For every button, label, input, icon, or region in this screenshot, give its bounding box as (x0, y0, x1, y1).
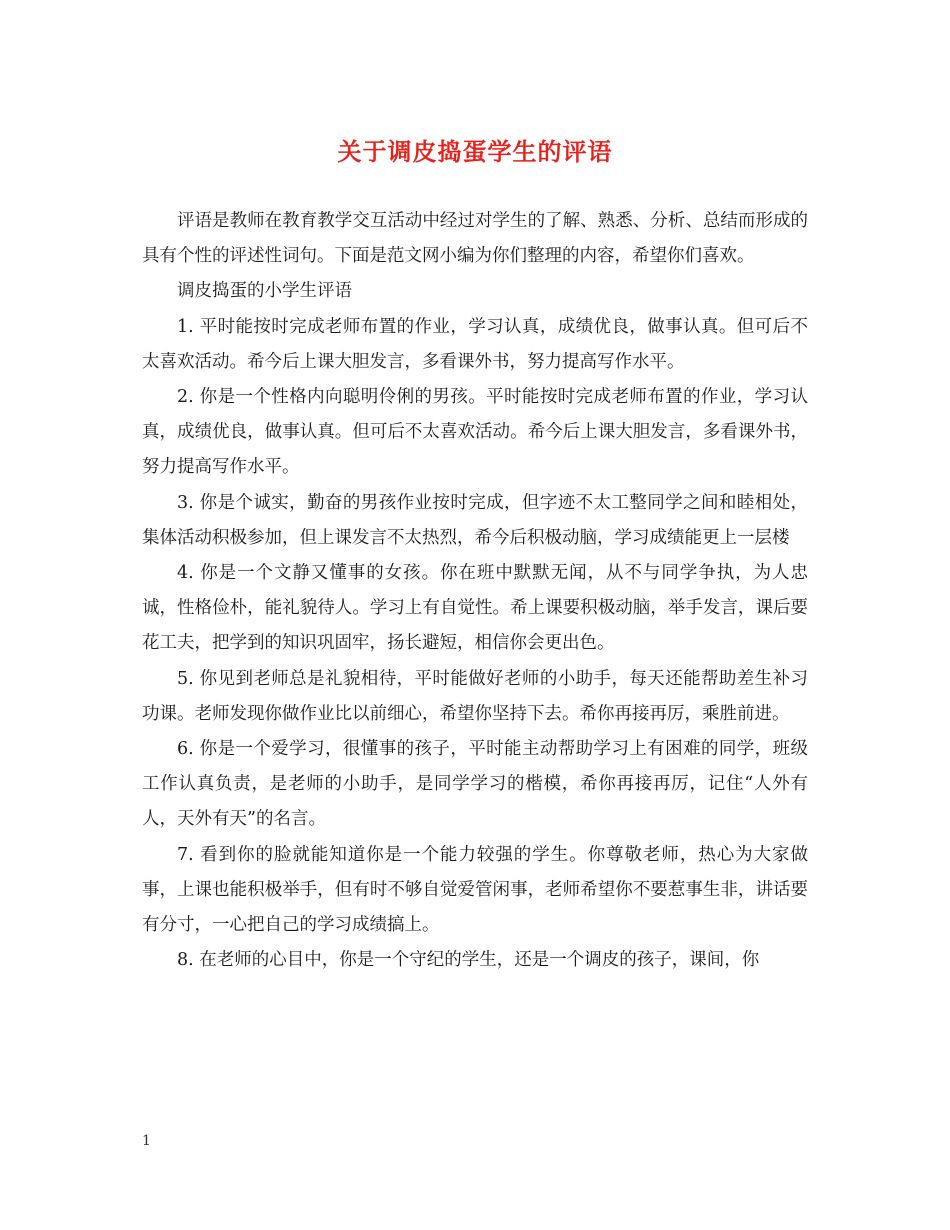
comment-item-5: 5. 你见到老师总是礼貌相待，平时能做好老师的小助手，每天还能帮助差生补习功课。老师发现你做作业比以前细心，希望你坚持下去。希你再接再厉，乘胜前进。 (142, 668, 808, 724)
comment-item-3: 3. 你是个诚实，勤奋的男孩作业按时完成，但字迹不太工整同学之间和睦相处，集体活动积极参加，但上课发言不太热烈，希今后积极动脑，学习成绩能更上一层楼 (142, 492, 808, 548)
comment-item-1: 1. 平时能按时完成老师布置的作业，学习认真，成绩优良，做事认真。但可后不太喜欢活动。希今后上课大胆发言，多看课外书，努力提高写作水平。 (142, 316, 808, 372)
comment-item-8: 8. 在老师的心目中，你是一个守纪的学生，还是一个调皮的孩子，课间，你 (177, 950, 760, 971)
comment-item-6: 6. 你是一个爱学习，很懂事的孩子，平时能主动帮助学习上有困难的同学，班级工作认真负责，是老师的小助手，是同学学习的楷模，希你再接再厉，记住“人外有人，天外有天”的名言。 (142, 739, 808, 830)
intro-paragraph: 评语是教师在教育教学交互活动中经过对学生的了解、熟悉、分析、总结而形成的具有个性的评述性词句。下面是范文网小编为你们整理的内容，希望你们喜欢。 (142, 211, 808, 267)
section-heading: 调皮捣蛋的小学生评语 (177, 281, 352, 302)
document-title: 关于调皮捣蛋学生的评语 (337, 137, 613, 166)
comment-item-2: 2. 你是一个性格内向聪明伶俐的男孩。平时能按时完成老师布置的作业，学习认真，成绩优良，做事认真。但可后不太喜欢活动。希今后上课大胆发言，多看课外书，努力提高写作水平。 (142, 387, 808, 478)
document-body (142, 204, 808, 978)
page-number: 1 (142, 1133, 151, 1149)
comment-item-4: 4. 你是一个文静又懂事的女孩。你在班中默默无闻，从不与同学争执，为人忠诚，性格俭朴，能礼貌待人。学习上有自觉性。希上课要积极动脑，举手发言，课后要花工夫，把学到的知识巩固牢，扬长避短，相信你会更出色。 (142, 563, 808, 654)
comment-item-7: 7. 看到你的脸就能知道你是一个能力较强的学生。你尊敬老师，热心为大家做事，上课也能积极举手，但有时不够自觉爱管闲事，老师希望你不要惹事生非，讲话要有分寸，一心把自己的学习成绩搞上。 (142, 844, 808, 936)
